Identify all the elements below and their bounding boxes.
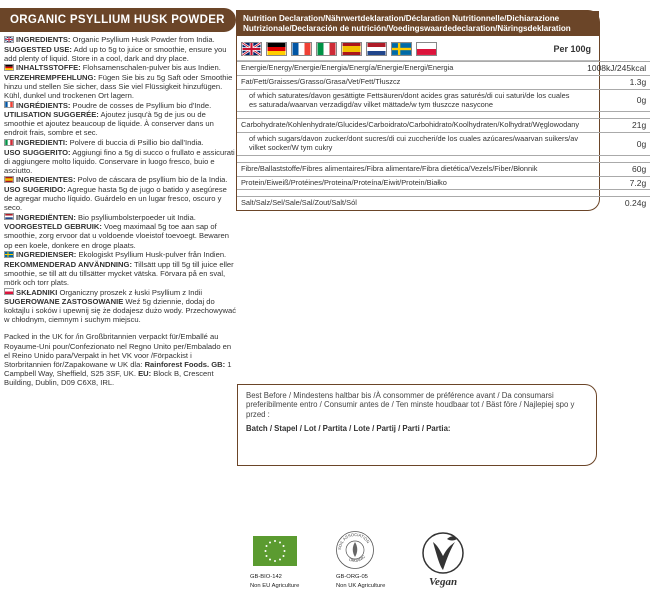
ingredient-label: SUGGESTED USE: [4, 44, 72, 54]
nutrient-name: Fat/Fett/Graisses/Grasso/Grasa/Vet/Fett/Tłuszcz [237, 75, 583, 89]
best-before-label: Best Before / Mindestens haltbar bis /À consommer de préférence avant / Da consumarsi preferibilmente entro / Consumir antes de / Ten minste houdbaar tot / Bäst före / Najlepiej spo y przed : [246, 391, 575, 419]
nutrient-value: 0g [583, 133, 650, 156]
ingredient-line [4, 260, 236, 287]
ingredient-label: USO SUGGERITO: [4, 147, 71, 157]
nutrient-name: Salt/Salz/Sel/Sale/Sal/Zout/Salt/Sól [237, 197, 583, 210]
ingredient-text: Tillsätt upp till 5g till juice eller smoothie, se till att du tillsätter mycket vätska. Förvara på en sval, mörk och torr plats. [4, 259, 234, 287]
nutrition-row [237, 119, 650, 133]
language-flags [237, 36, 599, 61]
ingredient-text: Fügen Sie bis zu 5g Saft oder Smoothie hinzu und stellen Sie sicher, dass Sie viel Flüssigkeit hinzufügen. Kühl, dunkel und trockenen Ort lagern. [4, 72, 233, 101]
nutrient-name: of which saturates/davon gesättigte Fettsäuren/dont acides gras saturés/di cui saturi/de los cuales es saturada/waarvan verzadigd/av vilket mättade/w tym tłuszcze nasycone [237, 89, 583, 112]
ingredient-line [4, 250, 236, 259]
nutrient-value: 7.2g [583, 176, 650, 190]
ingredient-label: VERZEHREMPFEHLUNG: [4, 72, 96, 82]
nutrient-name: Energie/Energy/Energie/Energia/Energía/Energie/Energi/Energia [237, 62, 583, 76]
ingredient-line [4, 101, 236, 110]
packed-info [4, 332, 236, 387]
company-name: Rainforest Foods. [144, 359, 210, 369]
ingredient-text: Polvo de cáscara de psyllium bio de la India. [75, 175, 228, 185]
batch-box [237, 384, 597, 466]
nutrient-name: of which sugars/davon zucker/dont sucres/di cui zuccheri/de los cuales azúcares/waarvan suikers/av vilket socker/W tym cukry [237, 133, 583, 156]
es-flag-icon [4, 175, 16, 184]
ingredient-label: REKOMMENDERAD ANVÄNDNING: [4, 259, 132, 269]
ingredient-line [4, 45, 236, 63]
product-title: ORGANIC PSYLLIUM HUSK POWDER [0, 8, 236, 32]
ingredient-text: Poudre de cosses de Psyllium bio d'Inde. [70, 100, 212, 110]
gb-label: GB: [209, 359, 226, 369]
ingredient-text: Organic Psyllium Husk Powder from India. [70, 35, 215, 44]
nutrition-rows [237, 61, 650, 210]
row-spacer [237, 155, 650, 162]
ingredient-text: Add up to 5g to juice or smoothie, ensure you add plenty of liquid. Store in a cool, dark and dry place. [4, 44, 227, 63]
ingredient-line [4, 222, 236, 249]
ingredient-text: Flohsamenschalen-pulver bis aus Indien. [80, 63, 221, 73]
eu-code: GB-BIO-142 [250, 574, 282, 580]
it-flag-icon [4, 138, 16, 147]
nutrition-row [237, 89, 650, 112]
nutrition-row [237, 162, 650, 176]
ingredient-label: SKŁADNIKI [16, 287, 58, 297]
ingredient-label: INHALTSSTOFFE: [16, 63, 81, 73]
nutrient-name: Carbohydrate/Kohlenhydrate/Glucides/Carboidrato/Carbohidrato/Koolhydraten/Kolhydrat/Węglowodany [237, 119, 583, 133]
pl-flag-icon [4, 288, 16, 297]
ingredient-label: INGREDIENTS: [16, 35, 71, 44]
row-spacer [237, 112, 650, 119]
uk-flag-icon [241, 42, 262, 56]
ingredient-label: INGRÉDIENTS: [16, 100, 71, 110]
poland-flag-icon [416, 42, 437, 56]
ingredient-text: Agregue hasta 5g de jugo o batido y asegúrese de agregar mucho líquido. Guárdelo en un lugar fresco, oscuro y seco. [4, 185, 227, 213]
row-spacer [237, 190, 650, 197]
nutrition-row [237, 62, 650, 76]
nutrient-name: Fibre/Ballaststoffe/Fibres alimentaires/Fibra alimentare/Fibra dietética/Vezels/Fiber/Błonnik [237, 162, 583, 176]
soil-ring-bottom: ORGANIC [348, 554, 367, 564]
germany-flag-icon [266, 42, 287, 56]
ingredient-line [4, 288, 236, 297]
ingredients-column [4, 8, 236, 387]
ingredient-label: USO SUGERIDO: [4, 185, 66, 194]
ingredient-line [4, 297, 236, 324]
ingredient-line [4, 35, 236, 44]
soil-sub: Non UK Agriculture [336, 583, 386, 589]
nutrition-row [237, 176, 650, 190]
de-flag-icon [4, 63, 16, 72]
batch-label: Batch / Stapel / Lot / Partita / Lote / Partij / Parti / Partia: [246, 423, 451, 433]
nutrition-row [237, 197, 650, 210]
nl-flag-icon [4, 213, 16, 222]
nutrition-row [237, 75, 650, 89]
ingredient-label: INGREDIËNTEN: [16, 212, 76, 222]
italy-flag-icon [316, 42, 337, 56]
ingredient-text: Organiczny proszek z łuski Psyllium z Indii [57, 287, 203, 297]
ingredient-line [4, 175, 236, 184]
ingredient-label: INGREDIENTI: [16, 138, 68, 148]
vegan-logo-icon [420, 530, 466, 588]
ingredient-line [4, 213, 236, 222]
soil-code: GB-ORG-05 [336, 574, 368, 580]
soil-ring-top: SOIL ASSOCIATION [336, 531, 371, 551]
ingredient-line [4, 138, 236, 147]
ingredient-text: Ajoutez jusqu'à 5g de jus ou de smoothie et ajoutez beaucoup de liquide. À conserver dans un endroit frais, sombre et sec. [4, 110, 214, 138]
nutrition-table [236, 10, 647, 211]
ingredient-label: UTILISATION SUGGERÉE: [4, 110, 99, 120]
nutrient-value: 21g [583, 119, 650, 133]
ingredient-label: SUGEROWANE ZASTOSOWANIE [4, 297, 124, 307]
nutrition-row [237, 133, 650, 156]
nutrient-value: 0g [583, 89, 650, 112]
gb-address: 1 Campbell Way, Sheffield, S25 3SF, UK. [4, 359, 232, 378]
se-flag-icon [4, 250, 16, 259]
nutrient-value: 1.3g [583, 75, 650, 89]
ingredient-line [4, 185, 236, 212]
ingredient-line [4, 73, 236, 100]
uk-flag-icon [4, 35, 16, 44]
per-100g: Per 100g [553, 44, 591, 55]
ingredient-text: Ekologiskt Psyllium Husk-pulver från Indien. [76, 250, 227, 260]
ingredients-text [4, 35, 236, 324]
sweden-flag-icon [391, 42, 412, 56]
nutrition-header: Nutrition Declaration/Nährwertdeklaration/Déclaration Nutritionnelle/Dichiarazione Nutrizionale/Declaración de nutrición/Voedingswaardedeclaration/Näringsdeklaration [237, 11, 599, 36]
ingredient-text: Voeg maximaal 5g toe aan sap of smoothie, zorg ervoor dat u voldoende vloeistof toevoegt. Bewaren op een koele, donkere en droge plaats. [4, 222, 229, 250]
ingredient-text: Bio psylliumbolsterpoeder uit India. [75, 212, 196, 222]
ingredient-label: INGREDIENTES: [16, 175, 76, 185]
spain-flag-icon [341, 42, 362, 56]
ingredient-text: Polvere di buccia di Psillio bio dall'India. [67, 138, 204, 148]
ingredient-label: VOORGESTELD GEBRUIK: [4, 222, 102, 232]
netherlands-flag-icon [366, 42, 387, 56]
eu-address: Block B, Crescent Building, Dublin, D09 C6X8, IRL. [4, 368, 214, 387]
ingredient-text: Weź 5g dziennie, dodaj do koktajlu i soków i upewnij się że dodajesz dużo wody. Przechowywać w chłodnym, ciemnym i suchym miejscu. [4, 297, 237, 325]
ingredient-line [4, 110, 236, 137]
packed-text: Packed in the UK for /in Großbritannien verpackt für/Emballé au Royaume-Uni pour/Confezionato nel Regno Unito per/Embalado en el Reino Unido para/Verpakt in het VK voor /Förpackist i Storbritannien för/Zapakowane w UK dla: [4, 332, 232, 369]
eu-label: EU: [135, 368, 152, 378]
eu-organic-logo-icon [253, 536, 297, 566]
nutrient-value: 1008kJ/245kcal [583, 62, 650, 76]
nutrient-value: 0.24g [583, 197, 650, 210]
ingredient-line [4, 63, 236, 72]
fr-flag-icon [4, 101, 16, 110]
ingredient-label: INGREDIENSER: [16, 250, 77, 260]
ingredient-text: Aggiungi fino a 5g di succo o frullato e assicurati di aggiungere molto liquido. Conservare in luogo fresco, buio e asciutto. [4, 147, 235, 175]
ingredient-line [4, 148, 236, 175]
france-flag-icon [291, 42, 312, 56]
nutrient-name: Protein/Eiweiß/Protéines/Proteina/Proteína/Eiwit/Protein/Białko [237, 176, 583, 190]
vegan-label: Vegan [428, 576, 458, 588]
eu-sub: Non EU Agriculture [250, 583, 300, 589]
soil-association-logo-icon [335, 530, 375, 570]
nutrient-value: 60g [583, 162, 650, 176]
